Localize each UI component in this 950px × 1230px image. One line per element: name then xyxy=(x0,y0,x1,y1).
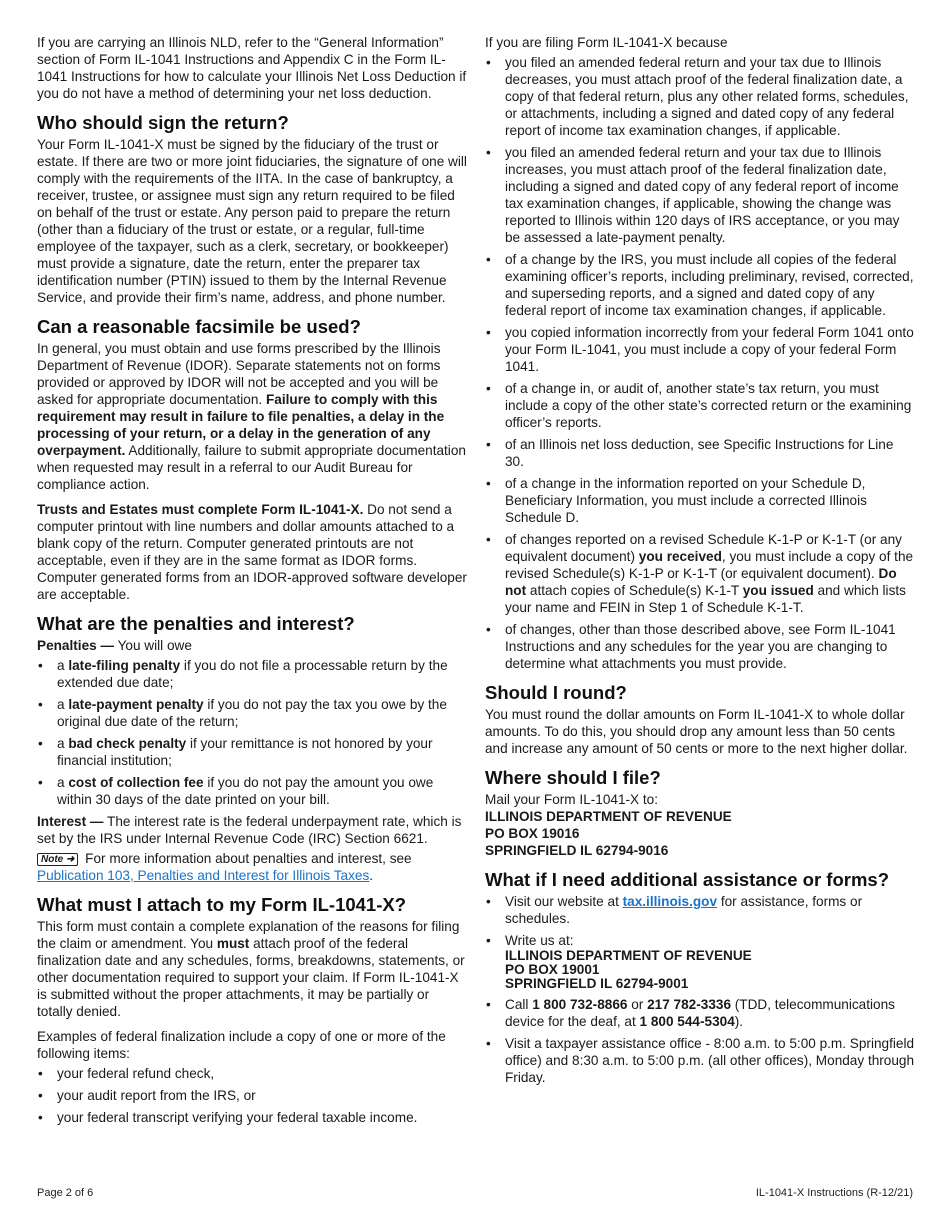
filing-address: ILLINOIS DEPARTMENT OF REVENUE PO BOX 19016 SPRINGFIELD IL 62794-9016 xyxy=(485,809,732,858)
heading-what-to-attach: What must I attach to my Form IL-1041-X? xyxy=(37,894,407,915)
form-identifier: IL-1041-X Instructions (R-12/21) xyxy=(755,1187,913,1199)
nld-intro: If you are carrying an Illinois NLD, refer to the “General Information” section of Form IL-1041 Instructions and Appendix C in the Form IL-1041 Instructions for how to calculate your Illinois Net Loss Deduction if you do not have a method of determining your net loss deduction. xyxy=(37,35,467,101)
list-item: • of changes, other than those described above, see Form IL-1041 Instructions and any schedules for the year you are changing to determine what attachments you must provide. xyxy=(485,621,915,672)
heading-who-should-sign: Who should sign the return? xyxy=(37,112,289,133)
file-intro: Mail your Form IL-1041-X to: xyxy=(485,792,659,807)
round-body: You must round the dollar amounts on Form IL-1041-X to whole dollar amounts. To do this, you should drop any amount less than 50 cents and increase any amount of 50 cents or more to the next higher dollar. xyxy=(485,707,908,756)
penalties-list xyxy=(37,657,467,808)
list-item: • your audit report from the IRS, or xyxy=(37,1087,467,1104)
left-column xyxy=(37,34,467,1131)
list-item: • a late-payment penalty if you do not pay the tax you owe by the original due date of the return; xyxy=(37,696,467,730)
list-item: • a cost of collection fee if you do not pay the amount you owe within 30 days of the date printed on your bill. xyxy=(37,774,467,808)
list-item: • of a change in the information reported on your Schedule D, Beneficiary Information, you must include a corrected Illinois Schedule D. xyxy=(485,475,915,526)
list-item: • a late-filing penalty if you do not file a processable return by the extended due date; xyxy=(37,657,467,691)
note-paragraph: Note ➜ For more information about penalties and interest, see Publication 103, Penalties and Interest for Illinois Taxes. xyxy=(37,851,412,883)
assistance-list xyxy=(485,893,915,1086)
heading-should-i-round: Should I round? xyxy=(485,682,627,703)
heading-where-to-file: Where should I file? xyxy=(485,767,661,788)
facsimile-paragraph-1: In general, you must obtain and use forms prescribed by the Illinois Department of Revenue (IDOR). Separate statements not on forms provided or approved by IDOR will not be accepted and you will be asked for appropriate documentation. Failure to comply with this requirement may result in failure to file penalties, a delay in the processing of your return, or a delay in the generation of any overpayment. Additionally, failure to submit appropriate documentation when requested may result in a referral to our Audit Bureau for compliance action. xyxy=(37,341,466,492)
facsimile-paragraph-2: Trusts and Estates must complete Form IL-1041-X. Do not send a computer printout with line numbers and dollar amounts attached to a blank copy of the return. Computer generated printouts are not acceptable, even if they are in the same format as IDOR forms. Computer generated forms from an IDOR-approved software developer are acceptable. xyxy=(37,502,467,602)
penalties-lead: Penalties — You will owe xyxy=(37,638,192,653)
heading-assistance: What if I need additional assistance or forms? xyxy=(485,869,889,890)
because-list xyxy=(485,54,915,672)
note-icon: Note ➜ xyxy=(37,853,78,866)
list-item: • your federal refund check, xyxy=(37,1065,467,1082)
list-item: • your federal transcript verifying your federal taxable income. xyxy=(37,1109,467,1126)
list-item: • Call 1 800 732-8866 or 217 782-3336 (TDD, telecommunications device for the deaf, at 1 800 544-5304). xyxy=(485,996,915,1030)
interest-paragraph: Interest — The interest rate is the federal underpayment rate, which is set by the IRS under Internal Revenue Code (IRC) Section 6621. xyxy=(37,814,462,846)
list-item: • a bad check penalty if your remittance is not honored by your financial institution; xyxy=(37,735,467,769)
publication-103-link[interactable]: Publication 103, Penalties and Interest for Illinois Taxes xyxy=(37,868,370,883)
attach-paragraph-1: This form must contain a complete explanation of the reasons for filing the claim or amendment. You must attach proof of the federal finalization date and any schedules, forms, breakdowns, statements, or other documentation required to support your claim. If Form IL-1041-X is submitted without the proper attachments, it may be partially or totally denied. xyxy=(37,919,465,1019)
tax-illinois-gov-link[interactable]: tax.illinois.gov xyxy=(622,894,718,909)
heading-penalties-interest: What are the penalties and interest? xyxy=(37,613,355,634)
sign-body: Your Form IL-1041-X must be signed by the fiduciary of the trust or estate. If there are two or more joint fiduciaries, the signature of one will comply with the requirements of the IITA. In the case of bankruptcy, a receiver, trustee, or assignee must sign any return required to be filed on behalf of the trust or estate. Any person paid to prepare the return (other than a fiduciary of the trust or estate, or a regular, full-time employee of the taxpayer, such as a clerk, secretary, or bookkeeper) must provide a signature, date the return, enter the preparer tax identification number (PTIN) issued to them by the Internal Revenue Service, and provide their firm’s name, address, and phone number. xyxy=(37,137,467,305)
because-intro: If you are filing Form IL-1041-X because xyxy=(485,35,728,50)
list-item: • you copied information incorrectly from your federal Form 1041 onto your Form IL-1041, you must include a copy of your federal Form 1041. xyxy=(485,324,915,375)
list-item: • of changes reported on a revised Schedule K-1-P or K-1-T (or any equivalent document) you received, you must include a copy of the revised Schedule(s) K-1-P or K-1-T (or equivalent document). Do not attach copies of Schedule(s) K-1-T you issued and which lists your name and FEIN in Step 1 of Schedule K-1-T. xyxy=(485,531,915,616)
list-item: • of an Illinois net loss deduction, see Specific Instructions for Line 30. xyxy=(485,436,915,470)
list-item: • Visit a taxpayer assistance office - 8:00 a.m. to 5:00 p.m. Springfield office) and 8:30 a.m. to 5:00 p.m. (all other offices), Monday through Friday. xyxy=(485,1035,915,1086)
page-number: Page 2 of 6 xyxy=(37,1187,94,1199)
list-item: • Write us at: ILLINOIS DEPARTMENT OF REVENUE PO BOX 19001 SPRINGFIELD IL 62794-9001 xyxy=(485,932,915,991)
list-item: • Visit our website at tax.illinois.gov for assistance, forms or schedules. xyxy=(485,893,915,927)
list-item: • of a change in, or audit of, another state’s tax return, you must include a copy of the other state’s corrected return or the examining officer’s reports. xyxy=(485,380,915,431)
list-item: • of a change by the IRS, you must include all copies of the federal examining officer’s reports, including preliminary, revised, corrected, and superseding reports, and a signed and dated copy of any federal report of income tax examination changes, if applicable. xyxy=(485,251,915,319)
list-item: • you filed an amended federal return and your tax due to Illinois increases, you must attach proof of the federal finalization date, including a signed and dated copy of any federal report of income tax examination changes, if applicable, showing the change was reported to Illinois within 120 days of IRS acceptance, or you may be assessed a late-payment penalty. xyxy=(485,144,915,246)
list-item: • you filed an amended federal return and your tax due to Illinois decreases, you must attach proof of the federal finalization date, a copy of that federal return, plus any other related forms, schedules, or attachments, including a signed and dated copy of any federal report of income tax examination changes, if applicable. xyxy=(485,54,915,139)
finalization-list xyxy=(37,1065,467,1126)
attach-paragraph-2: Examples of federal finalization include a copy of one or more of the following items: xyxy=(37,1029,446,1061)
mailing-address: ILLINOIS DEPARTMENT OF REVENUE PO BOX 19001 SPRINGFIELD IL 62794-9001 xyxy=(505,948,752,991)
heading-facsimile: Can a reasonable facsimile be used? xyxy=(37,316,361,337)
right-column xyxy=(485,34,915,1091)
